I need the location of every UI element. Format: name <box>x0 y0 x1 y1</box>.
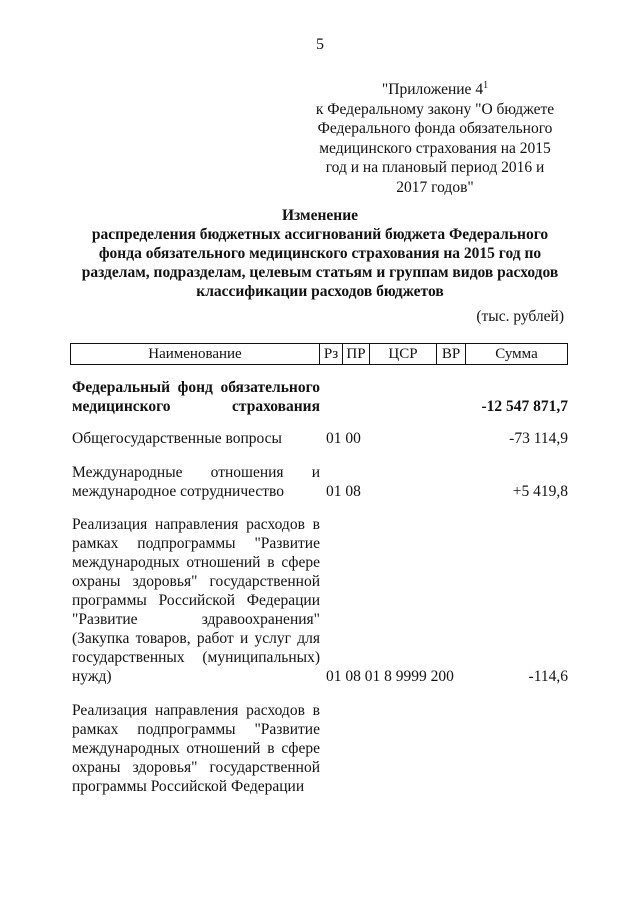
title-line-3: фонда обязательного медицинского страхования на 2015 год по <box>98 245 542 262</box>
table-header-row <box>71 344 568 365</box>
page-number: 5 <box>316 36 324 53</box>
header-name: Наименование <box>71 344 320 365</box>
title-line-2: распределения бюджетных ассигнований бюджета Федерального <box>91 226 549 243</box>
appendix-title: "Приложение 4 <box>381 81 484 99</box>
appendix-header <box>300 76 570 197</box>
header-pr: ПР <box>343 344 370 365</box>
header-vr: ВР <box>437 344 466 365</box>
row-name: Федеральный фонд обязательного медицинского страхования <box>72 379 320 415</box>
row-name: Реализация направления расходов в рамках подпрограммы "Развитие международных отношений в сфере охраны здоровья" государственной программы Российской Федерации <box>72 702 320 795</box>
row-name: Международные отношения и международное сотрудничество <box>72 464 320 500</box>
units-label: (тыс. рублей) <box>476 308 564 325</box>
appendix-line-5: год и на плановый период 2016 и <box>325 159 545 177</box>
appendix-superscript: 1 <box>483 80 489 91</box>
row-sum: -73 114,9 <box>509 430 568 447</box>
title-line-1: Изменение <box>281 207 359 224</box>
appendix-line-4: медицинского страхования на 2015 <box>319 139 551 157</box>
row-codes: 01 00 <box>326 430 361 447</box>
row-sum: +5 419,8 <box>512 483 568 500</box>
appendix-line-2: к Федеральному закону "О бюджете <box>315 100 555 118</box>
appendix-line-6: 2017 годов" <box>396 178 474 196</box>
appendix-line-1 <box>300 76 570 100</box>
table-header <box>70 343 568 365</box>
row-name: Общегосударственные вопросы <box>72 430 282 447</box>
appendix-line-3: Федерального фонда обязательного <box>317 120 553 138</box>
header-csr: ЦСР <box>370 344 437 365</box>
title-line-5: классификации расходов бюджетов <box>196 283 444 300</box>
title-line-4: разделам, подразделам, целевым статьям и группам видов расходов <box>81 264 559 281</box>
row-sum: -12 547 871,7 <box>481 398 568 415</box>
row-sum: -114,6 <box>528 668 568 685</box>
row-codes: 01 08 <box>326 483 361 500</box>
table-row <box>72 515 568 686</box>
header-sum: Сумма <box>466 344 568 365</box>
table-row <box>72 463 568 501</box>
row-codes: 01 08 01 8 9999 200 <box>326 668 454 685</box>
header-rz: Рз <box>320 344 343 365</box>
table-row <box>72 378 568 416</box>
table-row <box>72 429 568 448</box>
table-row <box>72 701 568 796</box>
row-name: Реализация направления расходов в рамках подпрограммы "Развитие международных отношений в сфере охраны здоровья" государственной программы Российской Федерации "Развитие здравоохранения" (Закупка товаров, работ и услуг для государственных (муниципальных) нужд) <box>72 516 320 685</box>
document-title <box>70 206 570 301</box>
